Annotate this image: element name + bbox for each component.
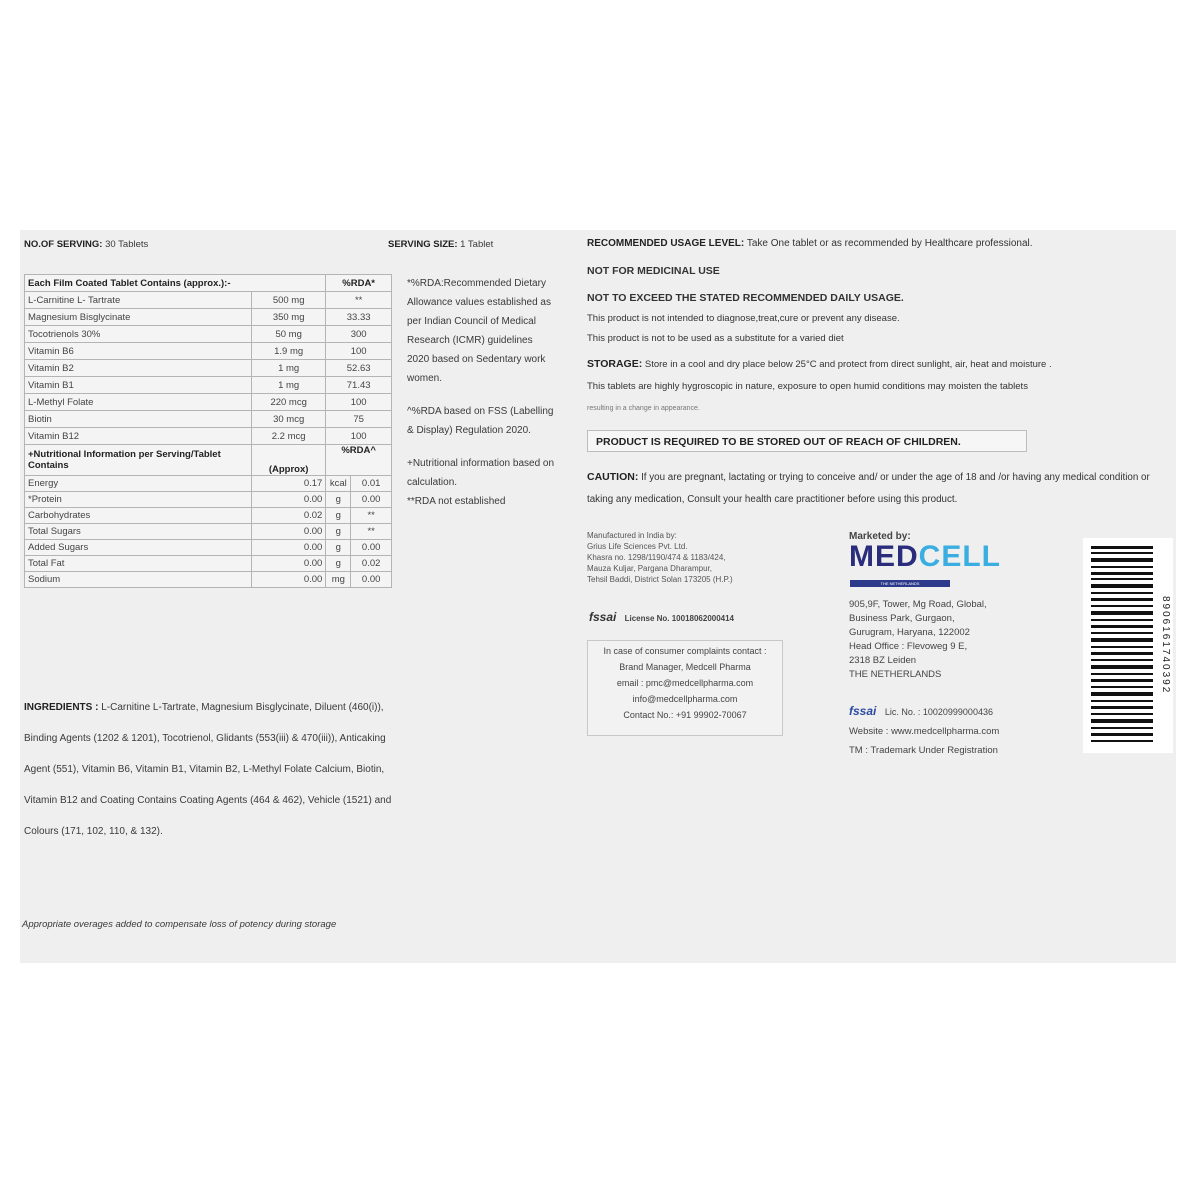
not-exceed-notice: NOT TO EXCEED THE STATED RECOMMENDED DAILY USAGE. xyxy=(587,292,904,304)
address-line: Business Park, Gurgaon, xyxy=(849,613,955,624)
not-medicinal-notice: NOT FOR MEDICINAL USE xyxy=(587,265,720,277)
logo-tagline-bar xyxy=(850,580,950,587)
row-unit: g xyxy=(326,524,351,540)
row-amount: 0.00 xyxy=(252,572,326,588)
table-row xyxy=(25,360,392,377)
row-name: Tocotrienols 30% xyxy=(25,326,252,343)
serving-size-value: 1 Tablet xyxy=(460,239,494,250)
row-amount: 30 mcg xyxy=(252,411,326,428)
manufacturer-line: Grius Life Sciences Pvt. Ltd. xyxy=(587,542,688,551)
row-amount: 0.00 xyxy=(252,540,326,556)
servings-label: NO.OF SERVING: xyxy=(24,239,103,250)
servings-value: 30 Tablets xyxy=(105,239,149,250)
marketer-license-line xyxy=(849,704,993,718)
row-name: Vitamin B1 xyxy=(25,377,252,394)
table-row xyxy=(25,411,392,428)
row-rda: 0.01 xyxy=(351,476,392,492)
row-amount: 1 mg xyxy=(252,360,326,377)
row-amount: 0.00 xyxy=(252,524,326,540)
rda-notes xyxy=(407,274,557,511)
barcode xyxy=(1083,538,1173,753)
table-row xyxy=(25,309,392,326)
row-unit: g xyxy=(326,508,351,524)
table-row xyxy=(25,476,392,492)
rda-note: *%RDA:Recommended Dietary Allowance values established as per Indian Council of Medical Research (ICMR) guidelines 2020 based on Sedentary work women. xyxy=(407,278,551,384)
row-amount: 0.00 xyxy=(252,556,326,572)
recommended-usage-text: Take One tablet or as recommended by Healthcare professional. xyxy=(746,238,1033,249)
calc-note: +Nutritional information based on calculation. xyxy=(407,458,555,488)
row-rda: 100 xyxy=(326,394,392,411)
row-amount: 500 mg xyxy=(252,292,326,309)
row-name: L-Methyl Folate xyxy=(25,394,252,411)
row-rda: ** xyxy=(326,292,392,309)
row-amount: 2.2 mcg xyxy=(252,428,326,445)
marketer-license: Lic. No. : 10020999000436 xyxy=(884,707,993,717)
contact-line: Brand Manager, Medcell Pharma xyxy=(619,662,751,672)
table-row xyxy=(25,556,392,572)
row-amount: 1 mg xyxy=(252,377,326,394)
address-line: 2318 BZ Leiden xyxy=(849,655,917,666)
table-row xyxy=(25,377,392,394)
consumer-contact-box xyxy=(587,640,783,736)
row-rda: 33.33 xyxy=(326,309,392,326)
fssai-logo-icon: fssai xyxy=(589,610,617,624)
row-rda: 0.00 xyxy=(351,572,392,588)
table-header-row xyxy=(25,275,392,292)
row-name: Biotin xyxy=(25,411,252,428)
marketed-by-label: Marketed by: xyxy=(849,531,911,542)
storage-label: STORAGE: xyxy=(587,358,643,370)
row-name: Magnesium Bisglycinate xyxy=(25,309,252,326)
address-line: THE NETHERLANDS xyxy=(849,669,942,680)
row-name: Total Fat xyxy=(25,556,252,572)
row-amount: 350 mg xyxy=(252,309,326,326)
address-line: Gurugram, Haryana, 122002 xyxy=(849,627,970,638)
row-amount: 0.00 xyxy=(252,492,326,508)
row-unit: g xyxy=(326,492,351,508)
caution xyxy=(587,466,1167,511)
serving-size-line xyxy=(388,240,493,251)
table-row xyxy=(25,508,392,524)
medcell-logo xyxy=(849,540,1001,574)
manufacturer-line: Manufactured in India by: xyxy=(587,531,677,540)
rda-fss-note: ^%RDA based on FSS (Labelling & Display) Regulation 2020. xyxy=(407,406,554,436)
recommended-usage-label: RECOMMENDED USAGE LEVEL: xyxy=(587,238,745,249)
contact-phone: Contact No.: +91 99902-70067 xyxy=(623,710,747,720)
row-amount: 0.17 xyxy=(252,476,326,492)
logo-tagline: THE NETHERLANDS xyxy=(880,581,920,586)
row-amount: 50 mg xyxy=(252,326,326,343)
logo-part-1: MED xyxy=(849,540,919,573)
row-amount: 1.9 mg xyxy=(252,343,326,360)
caution-text: If you are pregnant, lactating or trying to conceive and/ or under the age of 18 and /or having any medical condition or taking any medication, Consult your health care practitioner before using this product. xyxy=(587,472,1150,505)
row-name: Added Sugars xyxy=(25,540,252,556)
manufacturer-license-line xyxy=(589,610,734,624)
disclaimer-2: This product is not to be used as a substitute for a varied diet xyxy=(587,333,844,344)
row-name: Carbohydrates xyxy=(25,508,252,524)
overage-note: Appropriate overages added to compensate loss of potency during storage xyxy=(22,919,337,930)
table-row xyxy=(25,540,392,556)
ingredients xyxy=(24,692,414,847)
table-row xyxy=(25,492,392,508)
nutrition-table xyxy=(24,274,392,588)
marketer-address xyxy=(849,598,987,682)
table-header-rda: %RDA* xyxy=(326,275,392,292)
row-unit: g xyxy=(326,540,351,556)
manufacturer-line: Mauza Kuljar, Pargana Dharampur, xyxy=(587,564,712,573)
marketer-website: Website : www.medcellpharma.com xyxy=(849,726,1000,737)
manufacturer-block xyxy=(587,530,733,585)
ingredients-label: INGREDIENTS : xyxy=(24,702,99,713)
table-row xyxy=(25,343,392,360)
children-warning: PRODUCT IS REQUIRED TO BE STORED OUT OF REACH OF CHILDREN. xyxy=(587,430,1027,452)
row-rda: ** xyxy=(351,508,392,524)
row-name: Vitamin B12 xyxy=(25,428,252,445)
row-amount: 0.02 xyxy=(252,508,326,524)
recommended-usage xyxy=(587,238,1033,249)
row-unit: kcal xyxy=(326,476,351,492)
row-unit: mg xyxy=(326,572,351,588)
ingredients-text: L-Carnitine L-Tartrate, Magnesium Bisglycinate, Diluent (460(i)), Binding Agents (1202 & 1201), Tocotrienol, Glidants (553(iii) & 470(iii)), Anticaking Agent (551), Vitamin B6, Vitamin B1, Vitamin B2, L-Methyl Folate Calcium, Biotin, Vitamin B12 and Coating Contains Coating Agents (464 & 462), Vehicle (1521) and Colours (171, 102, 110, & 132). xyxy=(24,702,392,837)
row-name: Energy xyxy=(25,476,252,492)
row-rda: ** xyxy=(351,524,392,540)
table-row xyxy=(25,572,392,588)
row-name: Total Sugars xyxy=(25,524,252,540)
storage-text-1: Store in a cool and dry place below 25°C and protect from direct sunlight, air, heat and moisture . xyxy=(644,359,1052,370)
row-name: *Protein xyxy=(25,492,252,508)
table-subheader-row xyxy=(25,445,392,476)
table-header-name: Each Film Coated Tablet Contains (approx.):- xyxy=(25,275,326,292)
table-row xyxy=(25,524,392,540)
manufacturer-line: Tehsil Baddi, District Solan 173205 (H.P.) xyxy=(587,575,733,584)
manufacturer-license: License No. 10018062000414 xyxy=(624,614,735,623)
row-unit: g xyxy=(326,556,351,572)
caution-label: CAUTION: xyxy=(587,471,639,483)
storage-line-3: resulting in a change in appearance. xyxy=(587,405,700,412)
subheader-name: +Nutritional Information per Serving/Tablet Contains xyxy=(25,445,252,476)
trademark-note: TM : Trademark Under Registration xyxy=(849,745,998,756)
table-row xyxy=(25,292,392,309)
table-row xyxy=(25,394,392,411)
row-name: L-Carnitine L- Tartrate xyxy=(25,292,252,309)
servings-line xyxy=(24,240,148,251)
manufacturer-line: Khasra no. 1298/1190/474 & 1183/424, xyxy=(587,553,726,562)
row-rda: 0.00 xyxy=(351,540,392,556)
row-rda: 0.02 xyxy=(351,556,392,572)
contact-email: email : pmc@medcellpharma.com xyxy=(616,678,754,688)
contact-line: In case of consumer complaints contact : xyxy=(603,646,767,656)
row-name: Vitamin B2 xyxy=(25,360,252,377)
storage-line-1 xyxy=(587,358,1052,370)
row-rda: 100 xyxy=(326,428,392,445)
address-line: Head Office : Flevoweg 9 E, xyxy=(849,641,968,652)
table-row xyxy=(25,428,392,445)
row-rda: 71.43 xyxy=(326,377,392,394)
row-amount: 220 mcg xyxy=(252,394,326,411)
storage-line-2: This tablets are highly hygroscopic in nature, exposure to open humid conditions may moisten the tablets xyxy=(587,381,1028,392)
row-rda: 100 xyxy=(326,343,392,360)
barcode-number: 8906161740392 xyxy=(1160,596,1171,695)
row-rda: 75 xyxy=(326,411,392,428)
fssai-logo-icon: fssai xyxy=(849,704,877,718)
table-row xyxy=(25,326,392,343)
address-line: 905,9F, Tower, Mg Road, Global, xyxy=(849,599,987,610)
row-rda: 300 xyxy=(326,326,392,343)
logo-part-2: CELL xyxy=(918,540,1001,573)
row-rda: 0.00 xyxy=(351,492,392,508)
row-name: Sodium xyxy=(25,572,252,588)
not-established-note: **RDA not established xyxy=(407,496,506,507)
subheader-approx: (Approx) xyxy=(252,445,326,476)
contact-email: info@medcellpharma.com xyxy=(632,694,738,704)
serving-size-label: SERVING SIZE: xyxy=(388,239,458,250)
subheader-rda: %RDA^ xyxy=(326,445,392,476)
row-name: Vitamin B6 xyxy=(25,343,252,360)
row-rda: 52.63 xyxy=(326,360,392,377)
disclaimer-1: This product is not intended to diagnose,treat,cure or prevent any disease. xyxy=(587,313,900,324)
